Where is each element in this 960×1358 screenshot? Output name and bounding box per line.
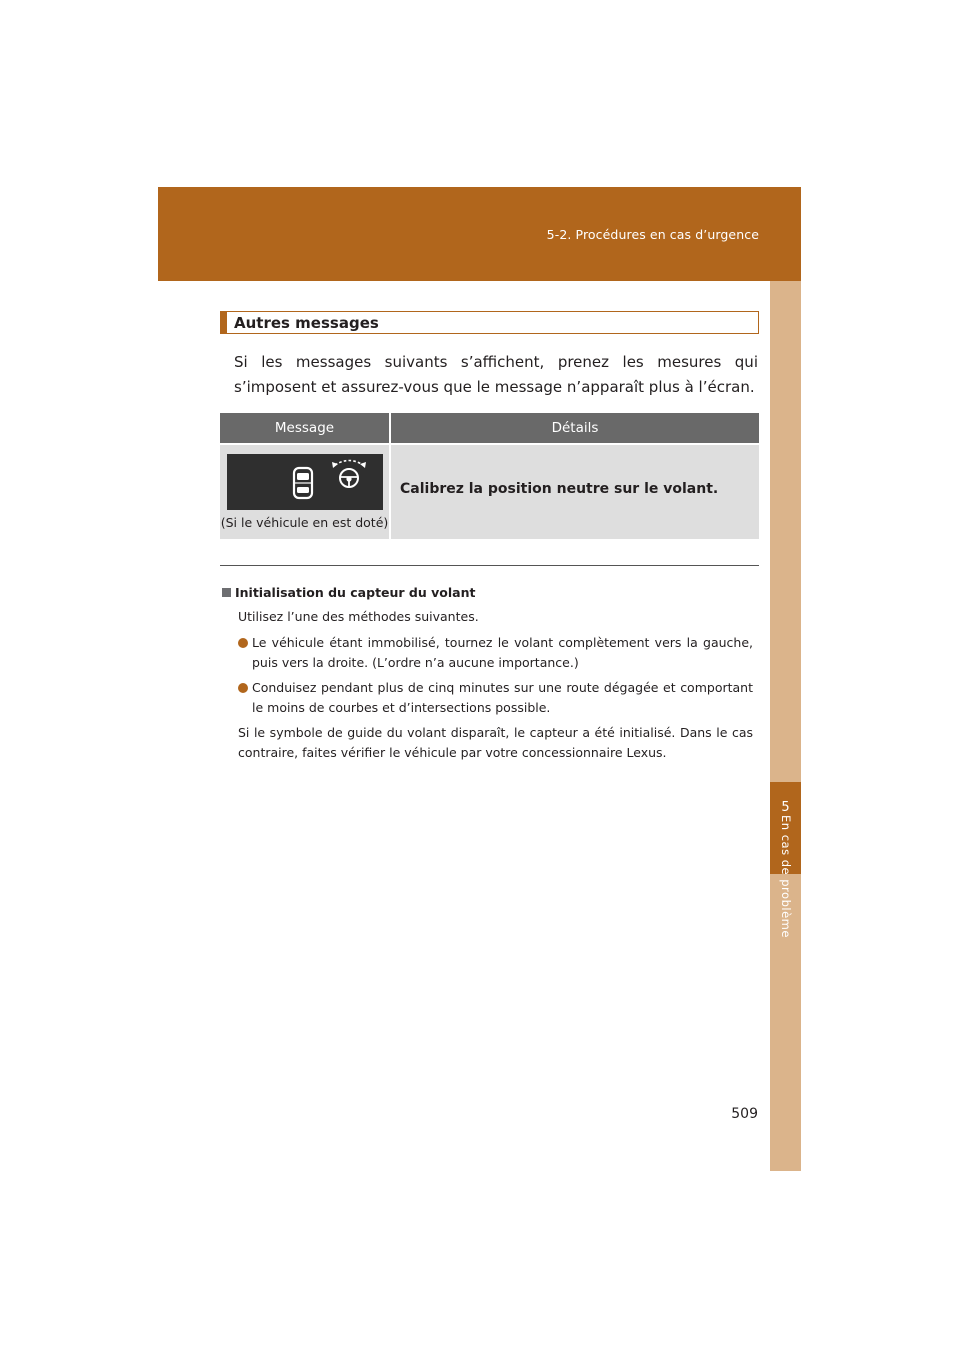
intro-paragraph: Si les messages suivants s’affichent, prenez les mesures qui s’imposent et assurez-vous que le message n’apparaît plus à l’écran. bbox=[234, 353, 758, 396]
detail-text: Calibrez la position neutre sur le volant. bbox=[400, 481, 719, 497]
list-item bbox=[238, 633, 753, 673]
list-item bbox=[238, 678, 753, 718]
steering-wheel-calibration-icon bbox=[332, 461, 366, 488]
header-bar bbox=[158, 187, 801, 281]
bullet-dot-icon bbox=[238, 683, 248, 693]
chapter-number: 5 bbox=[781, 800, 790, 815]
list-item-text: Conduisez pendant plus de cinq minutes sur une route dégagée et comportant le moins de courbes et d’intersections possible. bbox=[252, 680, 753, 715]
table-cell-details bbox=[391, 445, 759, 539]
section-divider bbox=[220, 565, 759, 566]
section-header-title: 5-2. Procédures en cas d’urgence bbox=[546, 227, 759, 242]
table-header-message: Message bbox=[274, 420, 335, 436]
equipment-note: (Si le véhicule en est doté) bbox=[220, 515, 389, 530]
table-header-details: Détails bbox=[551, 420, 599, 436]
list-item-text: Le véhicule étant immobilisé, tournez le volant complètement vers la gauche, puis vers la droite. (L’ordre n’a aucune importance.) bbox=[252, 635, 753, 670]
info-lead: Utilisez l’une des méthodes suivantes. bbox=[238, 609, 479, 624]
info-heading bbox=[222, 585, 475, 600]
section-title-box bbox=[220, 311, 759, 334]
message-table bbox=[220, 413, 759, 539]
page-number: 509 bbox=[731, 1106, 758, 1122]
bullet-dot-icon bbox=[238, 638, 248, 648]
chapter-label: En cas de problème bbox=[779, 815, 793, 938]
vehicle-icon bbox=[294, 468, 312, 498]
info-closing: Si le symbole de guide du volant disparaît, le capteur a été initialisé. Dans le cas contraire, faites vérifier le véhicule par votre concessionnaire Lexus. bbox=[238, 725, 753, 760]
display-graphic bbox=[227, 454, 383, 510]
multi-info-display bbox=[227, 454, 383, 510]
chapter-side-tab bbox=[770, 281, 801, 1171]
info-heading-text: Initialisation du capteur du volant bbox=[235, 585, 476, 600]
section-title: Autres messages bbox=[234, 314, 379, 332]
square-bullet-icon bbox=[222, 588, 231, 597]
section-title-accent bbox=[220, 311, 227, 334]
table-cell-message bbox=[220, 445, 389, 539]
